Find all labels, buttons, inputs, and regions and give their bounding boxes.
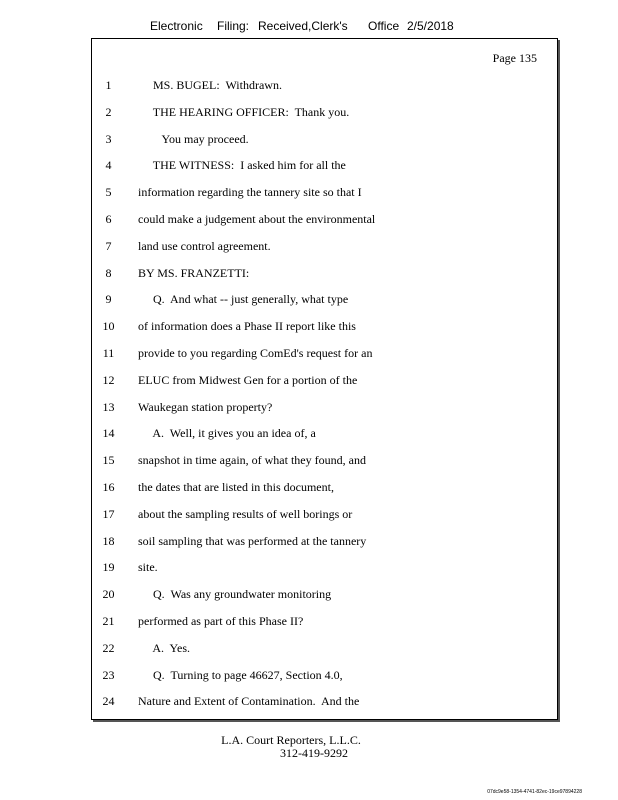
- transcript-line: [92, 104, 557, 120]
- transcript-line: [92, 265, 557, 281]
- line-text: the dates that are listed in this document,: [138, 480, 334, 494]
- line-text: provide to you regarding ComEd's request for an: [138, 346, 373, 360]
- line-number: 17: [102, 506, 115, 521]
- line-number: 22: [102, 640, 115, 655]
- line-text: BY MS. FRANZETTI:: [138, 265, 250, 280]
- line-text: could make a judgement about the environmental: [138, 212, 376, 226]
- line-text: Waukegan station property?: [138, 399, 273, 414]
- line-text: performed as part of this Phase II?: [138, 614, 304, 628]
- line-text: snapshot in time again, of what they found, and: [138, 453, 366, 468]
- line-text: soil sampling that was performed at the tannery: [138, 533, 367, 548]
- transcript-line: [92, 559, 557, 575]
- line-number: 21: [102, 614, 115, 628]
- line-number: 13: [102, 399, 115, 414]
- line-text: site.: [138, 560, 158, 575]
- line-text: land use control agreement.: [138, 238, 271, 253]
- transcript-line: [92, 586, 557, 602]
- line-number: 3: [105, 131, 112, 146]
- line-number: 20: [102, 587, 115, 602]
- line-text: ELUC from Midwest Gen for a portion of the: [138, 372, 358, 387]
- line-text: THE WITNESS: I asked him for all the: [138, 158, 346, 173]
- line-text: MS. BUGEL: Withdrawn.: [138, 78, 282, 92]
- line-text: of information does a Phase II report like this: [138, 319, 356, 334]
- line-number: 9: [105, 292, 112, 307]
- line-text: information regarding the tannery site so that I: [138, 185, 362, 200]
- line-number: 14: [102, 426, 115, 441]
- line-number: 7: [105, 238, 112, 253]
- transcript-line: [92, 318, 557, 334]
- transcript-page: [91, 38, 558, 720]
- line-number: 16: [102, 480, 115, 494]
- line-number: 15: [102, 453, 115, 468]
- line-number: 10: [102, 319, 115, 334]
- transcript-line: [92, 533, 557, 549]
- header-received: Received,Clerk's: [258, 19, 348, 33]
- reporter-company: L.A. Court Reporters, L.L.C.: [221, 733, 361, 747]
- line-text: about the sampling results of well borings or: [138, 506, 353, 521]
- header-date: 2/5/2018: [407, 19, 454, 33]
- transcript-line: [92, 693, 557, 709]
- line-number: 23: [102, 667, 115, 682]
- transcript-line: [92, 291, 557, 307]
- transcript-line: [92, 77, 557, 93]
- line-number: 6: [105, 212, 112, 226]
- header-office: Office: [368, 19, 400, 33]
- line-number: 2: [105, 104, 112, 119]
- transcript-line: [92, 399, 557, 415]
- transcript-line: [92, 345, 557, 361]
- line-number: 4: [105, 158, 112, 173]
- line-text: Q. And what -- just generally, what type: [138, 292, 349, 307]
- line-number: 11: [102, 346, 115, 360]
- line-text: Q. Was any groundwater monitoring: [138, 587, 332, 602]
- line-number: 19: [102, 560, 115, 575]
- line-text: Q. Turning to page 46627, Section 4.0,: [138, 667, 343, 682]
- line-number: 24: [102, 694, 115, 709]
- transcript-line: [92, 238, 557, 254]
- reporter-phone: 312-419-9292: [280, 746, 348, 760]
- line-text: A. Yes.: [138, 640, 191, 655]
- line-text: A. Well, it gives you an idea of, a: [138, 426, 316, 441]
- transcript-line: [92, 184, 557, 200]
- line-text: You may proceed.: [138, 131, 249, 146]
- transcript-line: [92, 452, 557, 468]
- transcript-line: [92, 157, 557, 173]
- line-number: 8: [105, 265, 112, 280]
- transcript-line: [92, 640, 557, 656]
- header-filing: Filing:: [217, 19, 250, 33]
- transcript-line: [92, 131, 557, 147]
- line-number: 1: [105, 78, 112, 92]
- transcript-line: [92, 667, 557, 683]
- document-hash: 07dc9e58-1354-4741-82ec-19ce97894228: [487, 789, 582, 795]
- transcript-line: [92, 613, 557, 629]
- transcript-line: [92, 211, 557, 227]
- transcript-line: [92, 425, 557, 441]
- transcript-line: [92, 506, 557, 522]
- line-number: 12: [102, 372, 115, 387]
- transcript-line: [92, 479, 557, 495]
- page-number: Page 135: [492, 51, 537, 65]
- transcript-line: [92, 372, 557, 388]
- line-number: 5: [105, 185, 112, 200]
- line-number: 18: [102, 533, 115, 548]
- line-text: THE HEARING OFFICER: Thank you.: [138, 104, 350, 119]
- line-text: Nature and Extent of Contamination. And the: [138, 694, 360, 709]
- header-electronic: Electronic: [150, 19, 203, 33]
